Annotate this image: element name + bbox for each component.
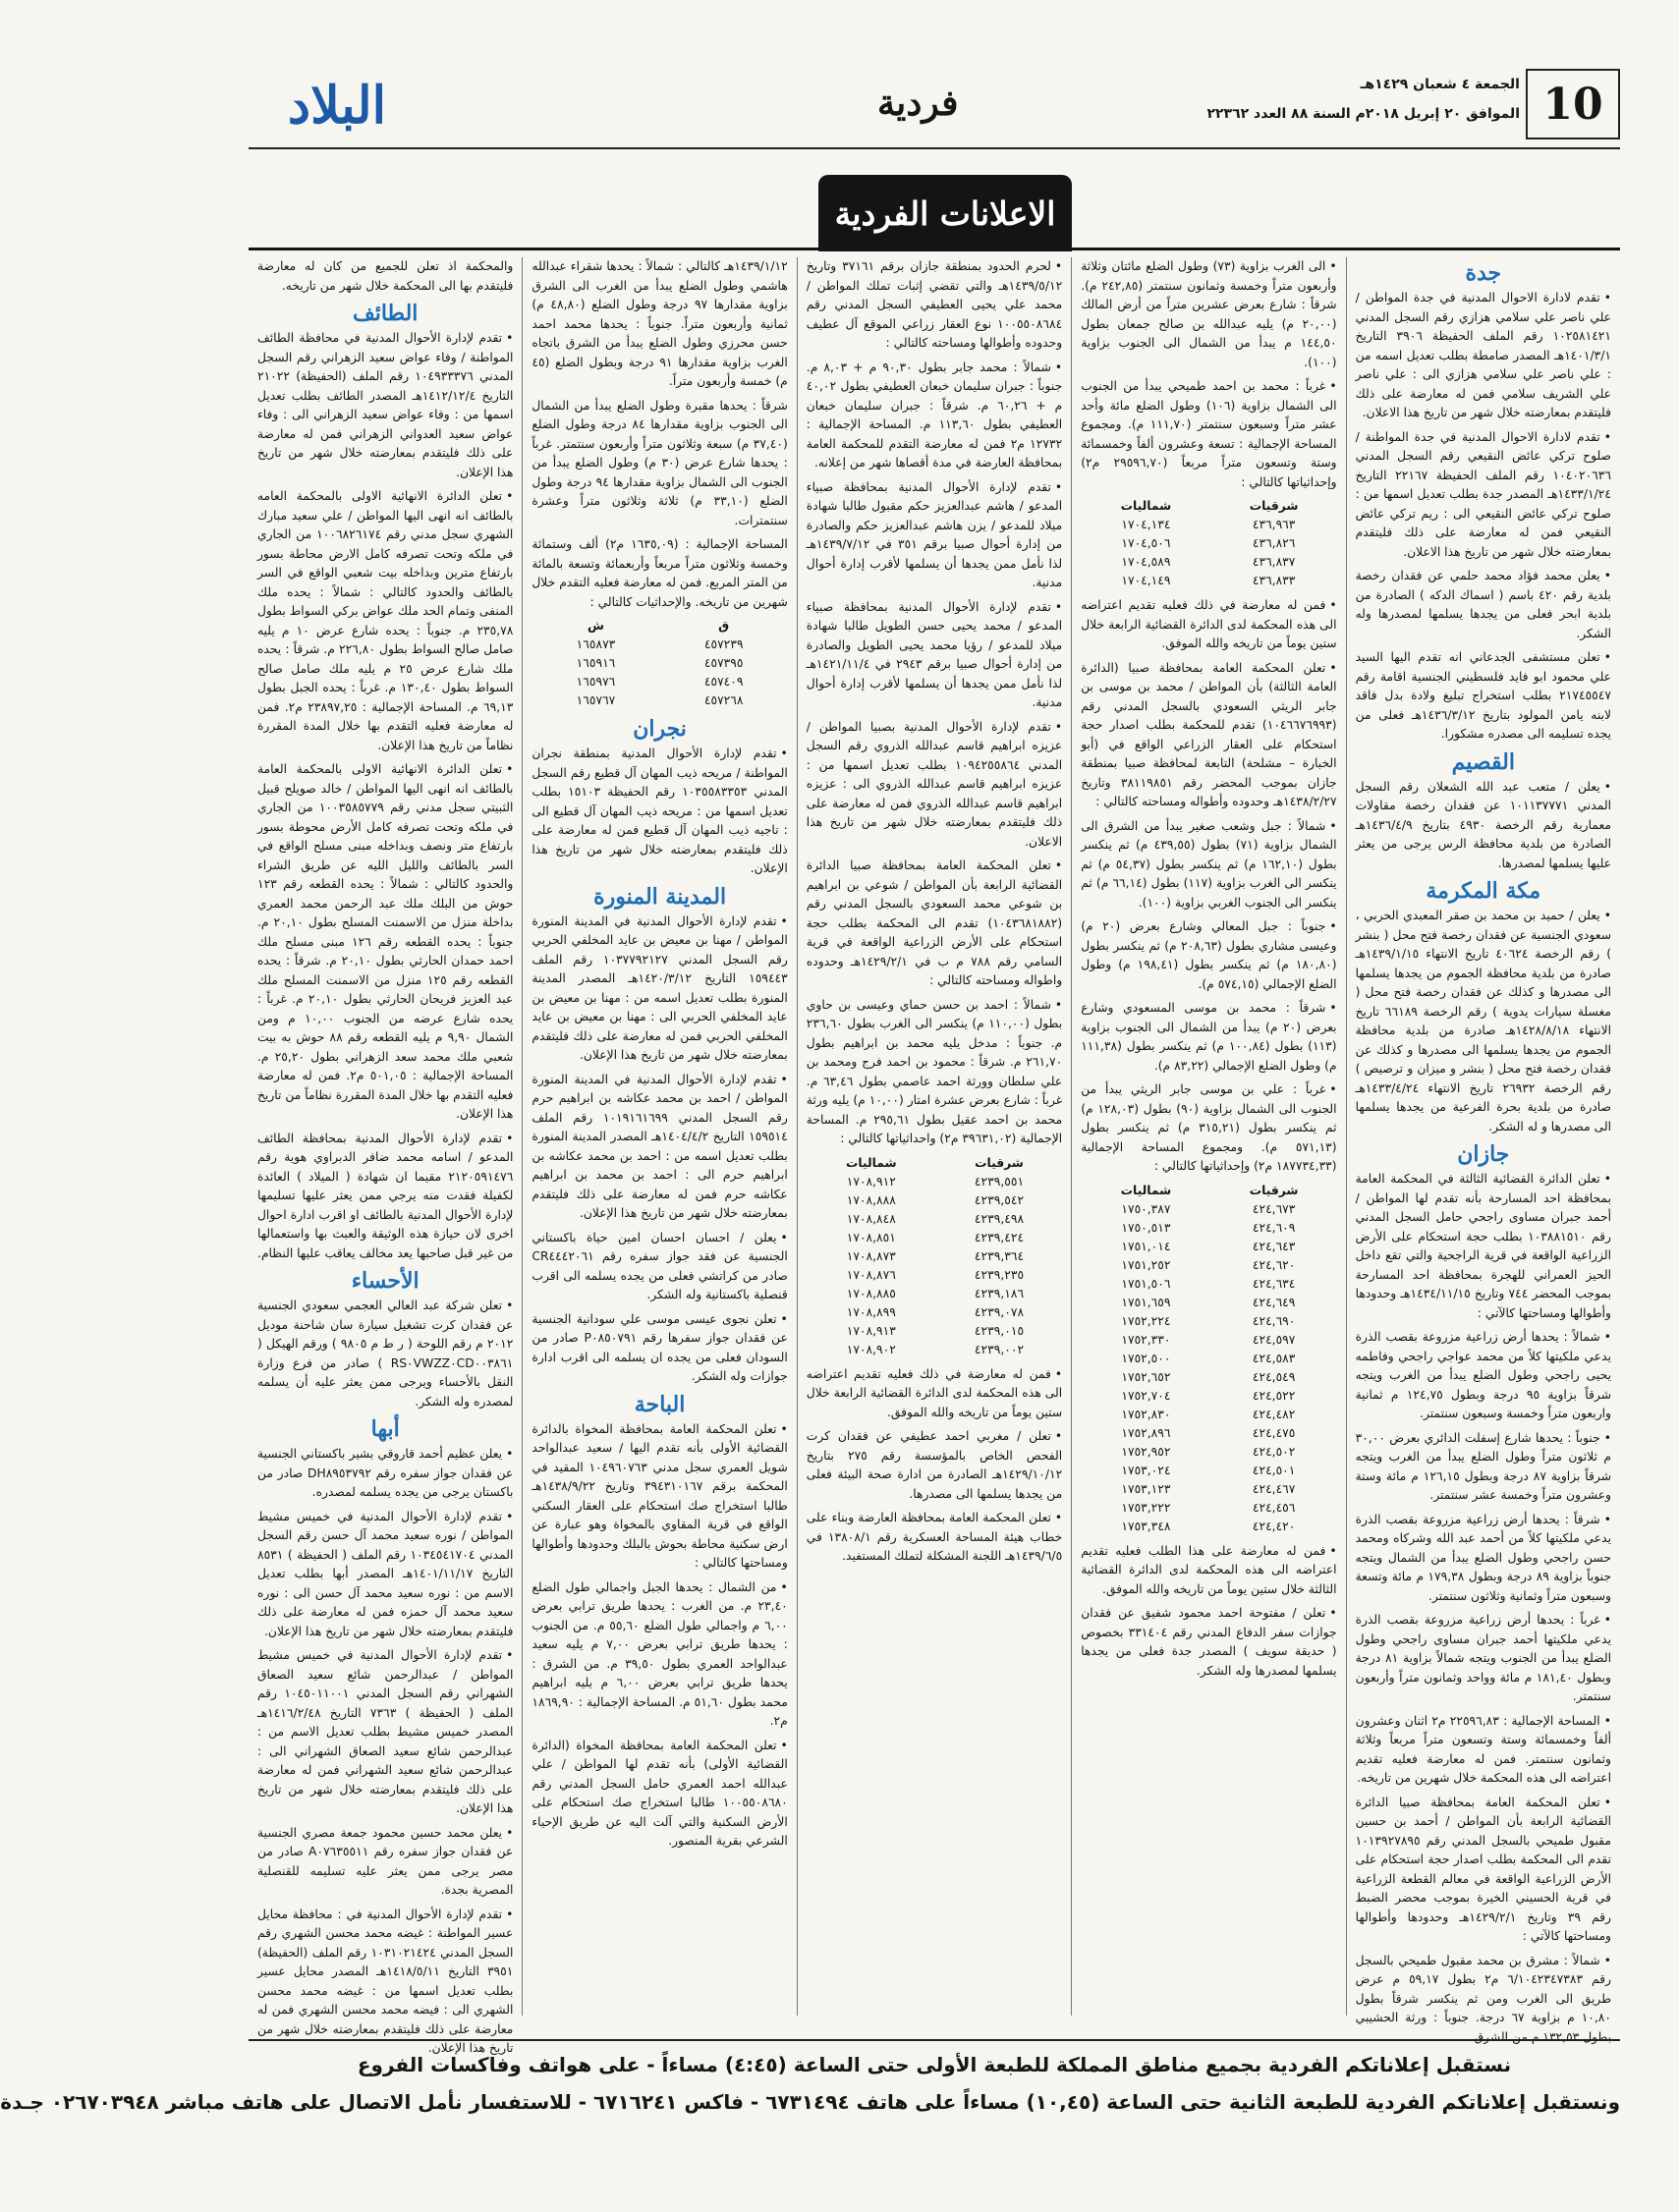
coordinates-cell: ٤٣٦,٨٢٦ xyxy=(1252,536,1296,550)
coordinates-cell: ٤٢٤,٤٧٥ xyxy=(1252,1425,1296,1440)
coordinates-cell: ١٧٥٠,٥١٣ xyxy=(1121,1220,1171,1235)
coordinates-cell: ١٧٥٢,٥٠٠ xyxy=(1121,1351,1171,1365)
coordinates-row xyxy=(807,1210,1062,1229)
classified-notice: • تقدم لإدارة الأحوال المدنية في خميس مشيط المواطن / عبدالرحمن شائع سعيد الصعاق الشهراني رقم السجل المدني ١٠٤٥٠١١٠٠١ رقم الملف ( الحفيظة ) ٧٣٦٣ التاريخ ١٤١٦/٢/٤٨هـ المصدر خميس مشيط بطلب تعديل الاسم من : عبدالرحمن شائع سعيد الصعاق الشهراني الى : عبدالرحمن شائع سعيد الشهراني فمن له معارضة على ذلك فليتقدم بمعارضته خلال شهر من تاريخ هذا الإعلان. xyxy=(257,1646,513,1819)
coordinates-cell: ٤٢٤,٦٤٣ xyxy=(1252,1239,1296,1253)
city-heading: الطائف xyxy=(352,301,419,326)
classified-notice: • تعلن الدائرة الانهائية الاولى بالمحكمة العامه بالطائف انه انهى اليها المواطن / علي سعيد مبارك الشهري سجل مدني رقم ١٠٠٦٨٢٦١٧٤ من الجاري في ملكه وتحت تصرفه كامل الارض محاطة بسور بارتفاع مترين وبداخله بيت شعبي الواقع في السر بالطائف والحدود كالتالي : شمالاً : يحده ملك المنفى وتمام الحد ملك عواض بركي السواط بطول ٢٣٥,٧٨ م. جنوباً : يحده شارع عرض ١٠ م يليه صامل صالح السواط بطول ٢٢٦,٨٠ م. شرقاً : يحده ملك شارع عرض ٢٥ م يليه ملك صامل صالح السواط بطول ١٣٠,٤٠ م. غرباً : يحده الجبل بطول ٦٩,١٣ م. المساحة الإجمالية : ٢٣٨٩٧,٢٥ م٢. فمن له معارضة فعليه التقدم بها خلال المدة المقررة نظاماً من تاريخ هذا الإعلان. xyxy=(257,487,513,755)
coordinates-table xyxy=(1081,497,1336,590)
coordinates-cell: ٤٢٣٩,٣٦٤ xyxy=(974,1248,1025,1263)
classified-notice: • تقدم لإدارة الأحوال المدنية بمحافظة صبياء المدعو / هاشم عبدالعزيز حكم مقبول طالبا شهادة ميلاد للمدعو / يزن هاشم عبدالعزيز حكم والصادرة من إدارة أحوال صبيا برقم ٣٥١ في ١٤٣٩/٧/١٢هـ لذا نأمل ممن يجدها أن يسلمها لأقرب إدارة أحوال مدنية. xyxy=(807,478,1062,593)
coordinates-cell: ١٧٥٢,٢٢٤ xyxy=(1121,1313,1171,1328)
classified-notice: ١٤٣٩/١/١٢هـ كالتالي : شمالاً : يحدها شقراء عبدالله هاشمي وطول الضلع يبدأ من الغرب الى الشرق بزاوية مقدارها ٩٧ درجة وطول الضلع (٤٨,٨٠ م) ثمانية وأربعون متراً. جنوباً : يحدها محمد احمد حسن محرزي وطول الضلع يبدأ من الشرق باتجاه الغرب بزاوية مقدارها ٩١ درجة وبطول الضلع (٤٥ م) خمسة وأربعون متراً. xyxy=(532,259,788,388)
classified-notice: • غرباً : علي بن موسى جابر الريثي يبدأ من الجنوب الى الشمال بزاوية (٩٠) بطول (١٢٨,٠٣ م) ثم ينكسر بطول (٣١٥,٢١ م) ثم ينكسر بطول (٥٧١,١٣ م). ومجموع المساحة الإجمالية (١٨٧٧٣٤,٣٣ م٢) وإحداثياتها كالتالي : xyxy=(1081,1080,1336,1177)
coordinates-cell: ١٧٠٨,٨٨٨ xyxy=(846,1192,896,1207)
coordinates-row xyxy=(807,1173,1062,1191)
coordinates-row xyxy=(807,1247,1062,1266)
coordinates-cell: ٤٢٤,٥٢٢ xyxy=(1252,1388,1296,1403)
coordinates-row xyxy=(532,673,787,691)
coordinates-row xyxy=(807,1266,1062,1285)
coordinates-row xyxy=(1081,1312,1336,1331)
coordinates-cell: ١٧٥١,٥٠٦ xyxy=(1121,1276,1171,1291)
classified-notice: • جنوباً : يحدها شارع إسفلت الدائري بعرض ٣٠,٠٠ م ثلاثون متراً وطول الضلع يبدأ من الغرب ويتجه شرقاً بزاوية ٨٧ درجة وبطول ١٢٦,١٥ م مائة وستة وعشرون متراً وخمسة عشر سنتمتر. xyxy=(1356,1429,1611,1506)
coordinates-cell: ٤٥٧٣٩٥ xyxy=(703,656,744,670)
coordinates-row xyxy=(1081,1238,1336,1256)
column-1 xyxy=(1346,257,1620,2044)
coordinates-header-cell: شماليات xyxy=(846,1155,897,1170)
coordinates-cell: ٤٥٧٤٠٩ xyxy=(703,675,744,689)
classified-notice: • غرباً : محمد بن احمد طميحي يبدأ من الجنوب الى الشمال بزاوية (١٠٦) وطول الضلع مائة وأحد عشر متراً وسبعون سنتمتر (١١١,٧٠ م). ومجموع المساحة الإجمالية : تسعة وعشرون ألفاً وخمسمائة وستة وتسعون متراً مربعاً (٢٩٥٩٦,٧٠ م٢) وإحداثياتها كالتالي : xyxy=(1081,377,1336,492)
coordinates-row xyxy=(1081,1499,1336,1518)
coordinates-cell: ١٧٥٣,٠٢٤ xyxy=(1121,1463,1171,1477)
classified-notice: • تقدم لإدارة الأحوال المدنية في المدينة المنورة المواطن / مهنا بن معيض بن عايد المخلفي الحربي رقم السجل المدني ١٠٣٧٧٩٢١٢٧ رقم الملف ١٥٩٤٤٣ التاريخ ١٤٢٠/٣/١٢هـ المصدر المدينة المنورة بطلب تعديل اسمه من : مهنا بن معيض بن عايد المخلفي الحربي الى : مهنا بن معيض بن عايد المخلفي الحربي فمن له معارضة على ذلك فليتقدم بمعارضته خلال شهر من تاريخ هذا الإعلان. xyxy=(532,912,787,1066)
classified-notice: والمحكمة اذ تعلن للجميع من كان له معارضة فليتقدم بها الى المحكمة خلال شهر من تاريخه. xyxy=(256,259,514,293)
classified-notice: • فمن له معارضة في ذلك فعليه تقديم اعتراضه الى هذه المحكمة لدى الدائرة القضائية الرابعة خلال ستين يوماً من تاريخه والله الموفق. xyxy=(807,1365,1062,1423)
coordinates-cell: ٤٣٦,٨٣٣ xyxy=(1252,574,1296,587)
coordinates-cell: ٤٥٧٢٣٩ xyxy=(703,637,744,651)
coordinates-cell: ١٦٥٩٧٦ xyxy=(576,675,616,689)
coordinates-row xyxy=(532,691,787,710)
classified-notice: • تعلن المحكمة العامة بمحافظة صبيا الدائرة القضائية الرابعة بأن المواطن / أحمد بن حسين مقبول طميحي بالسجل المدني رقم ١٠١٣٩٢٧٨٩٥ تقدم الى المحكمة بطلب اصدار حجة استحكام على الأرض الزراعية الواقعة في معالم القطعة الزراعية في قرية الحسيني الخيرة بموجب محضر الضبط رقم ٣٩ وتاريخ ١٤٢٩/٢/١هـ وحدودها وأطوالها ومساحتها كالآتي : xyxy=(1356,1794,1611,1947)
coordinates-row xyxy=(1081,1518,1336,1536)
classified-notice: • تقدم لإدارة الأحوال المدنية بمحافظة الطائف المدعو / اسامه محمد ضافر الدبراوي هوية رقم ٢١٢٠٥٩١٤٧٦ مقيما ان شهادة ( الميلاد ) العائدة لكفيلة فقدت منه يرجي ممن يعثر عليها تسليمها لإدارة الأحوال المدنية بالطائف او اقرب ادارة احوال اخرى لان حيازة هذه الوثيقة والعبث بها واستعمالها من غير قبل صاحبها يعد مخالف يعاقب عليها النظام. xyxy=(257,1130,513,1264)
footer-divider xyxy=(249,2039,1620,2041)
classified-notice: • تقدم لإدارة الأحوال المدنية بمحافظة صبياء المدعو / محمد يحيى حسن الطويل طالبا شهادة ميلاد للمدعو / رؤيا محمد يحيى الطويل والصادرة من إدارة أحوال صبيا برقم ٢٩٤٣ في ١٤٢١/١١/٤هـ لذا نأمل ممن يجدها أن يسلمها لأقرب إدارة أحوال مدنية. xyxy=(807,598,1062,713)
coordinates-cell: ١٧٥٠,٣٨٧ xyxy=(1121,1201,1171,1216)
coordinates-row xyxy=(1081,516,1336,534)
issue-line: الموافق ٢٠ إبريل ٢٠١٨م السنة ٨٨ العدد ٢٢٣٦٢ xyxy=(1206,106,1520,122)
coordinates-cell: ٤٢٣٩,٠٧٨ xyxy=(974,1304,1025,1319)
classified-notice: • تعلن شركة عبد العالي العجمي سعودي الجنسية عن فقدان كرت تشغيل سيارة سان شاحنة موديل ٢٠١٢ م رقم اللوحة ( ر ط م ٩٨٠٥ ) ورقم الهيكل ( RS٠VWZZ٠CD٠٠٣٨٦١ ) صادر من فرع وزارة النقل بالأحساء ويرجى ممن يعثر عليه أن يسلمه لمصدره وله الشكر. xyxy=(257,1297,513,1411)
coordinates-cell: ٤٣٦,٨٣٧ xyxy=(1252,555,1296,569)
coordinates-row xyxy=(1081,572,1336,590)
coordinates-table xyxy=(532,617,787,710)
coordinates-cell: ١٧٥٣,٣٤٨ xyxy=(1121,1519,1171,1533)
coordinates-header-cell: شماليات xyxy=(1120,499,1172,513)
coordinates-cell: ٤٢٣٩,٥٤٢ xyxy=(974,1192,1025,1207)
section-title: فردية xyxy=(877,83,959,124)
city-heading: الباحة xyxy=(634,1391,686,1417)
classified-notice: • يعلن عظيم أحمد قاروقي بشير باكستاني الجنسية عن فقدان جواز سفره رقم DH٨٩٥٣٧٩٢ صادر من باكستان يرجى من يجده يسلمه لمصدره. xyxy=(257,1445,513,1503)
coordinates-row xyxy=(532,636,787,654)
city-heading: أبها xyxy=(370,1416,400,1442)
coordinates-cell: ٤٢٤,٥٩٧ xyxy=(1252,1332,1296,1347)
newspaper-logo: البلاد xyxy=(287,75,387,136)
coordinates-row xyxy=(1081,1424,1336,1443)
classified-notice: • يعلن / حميد بن محمد بن صقر المعبدي الحربي ، سعودي الجنسية عن فقدان رخصة فتح محل ( بنشر ) رقم الرخصة ٤٠٦٢٤ تاريخ الانتهاء ١٤٣٩/١/١٥هـ صادرة من بلدية محافظة الجموم من يجدها يسلمها الى مصدرها و كذلك عن فقدان رخصة فتح محل ( مغسلة سيارات يدوية ) رقم الرخصة ٦٦١٨٩ تاريخ الانتهاء ١٤٢٨/٨/١٨هـ صادرة من بلدية محافظة الجموم من يجدها يسلمها الى مصدرها و كذلك عن فقدان رخصة فتح محل ( بنشر و ميزان و ترصيص ) رقم الرخصة ٢٦٩٣٢ تاريخ الانتهاء ١٤٣٣/٤/٢٤هـ صادرة من بلدية بحرة الفرعية من يجدها يسلمها الى مصدرها و له الشكر. xyxy=(1356,907,1611,1136)
classified-notice: • شمالاً : يحدها أرض زراعية مزروعة بقصب الذرة يدعي ملكيتها كلاً من محمد عواجي راجحي وفاطمه يحيى راجحي وطول الضلع يبدأ من الغرب ويتجه شرقاً بزاوية ٩٥ درجة وبطول ١٢٤,٧٥ م ثمانية واربعون متراً وخمسة وسبعون سنتمتر. xyxy=(1356,1328,1611,1424)
classified-notice: • تقدم لادارة الاحوال المدنية في جدة المواطنة / صلوح تركي عائض النقيعي رقم السجل المدني ١٠٤٠٢٠٦٣٦ رقم الملف الحفيظة ٢٢١٦٧ التاريخ ١٤٣٣/١/٢٤هـ المصدر جدة بطلب تعديل اسمها من : صلوح تركي عائض النقيعي الى : ريم تركي عائض النقيعي فمن له معارضة على ذلك فليتقدم بمعارضته خلال شهر من تاريخ هذا الاعلان. xyxy=(1356,428,1611,563)
classified-notice: • تعلن / مغربي احمد عطيفي عن فقدان كرت الفحص الخاص بالمؤسسة رقم ٢٧٥ بتاريخ ١٤٢٩/١٠/١٢هـ الصادرة من ادارة صحة البيئة فعلى من يجدها يسلمها الى مصدرها. xyxy=(807,1427,1062,1504)
coordinates-header-cell: ش xyxy=(587,619,604,633)
coordinates-row xyxy=(532,654,787,673)
coordinates-cell: ٤٢٣٩,١٨٦ xyxy=(974,1286,1025,1300)
footer-first-edition-note: نستقبل إعلاناتكم الفردية بجميع مناطق المملكة للطبعة الأولى حتى الساعة (٤:٤٥) مساءاً - على هواتف وفاكسات الفروع xyxy=(357,2053,1512,2076)
coordinates-header-cell: شرقيات xyxy=(1249,1183,1299,1197)
coordinates-cell: ١٦٥٧٦٧ xyxy=(576,693,616,707)
masthead xyxy=(249,69,1620,149)
city-heading: المدينة المنورة xyxy=(593,883,727,910)
coordinates-cell: ٤٢٣٩,٢٣٥ xyxy=(974,1267,1025,1282)
coordinates-cell: ٤٢٣٩,٠١٥ xyxy=(974,1323,1025,1338)
classified-notice: • فمن له معارضة على هذا الطلب فعليه تقديم اعتراضه الى هذه المحكمة لدى الدائرة القضائية الثالثة خلال ستين يوماً من تاريخه والله الموفق. xyxy=(1081,1542,1336,1600)
coordinates-cell: ٤٢٤,٥٠٢ xyxy=(1252,1444,1296,1459)
coordinates-table xyxy=(807,1154,1062,1359)
classified-notice: • تقدم لإدارة الأحوال المدنية في : محافظة محايل عسير المواطنة : غيضه محمد محسن الشهري رقم السجل المدني ١٠٣١٠٢١٤٢٤ رقم الملف (الحفيظة) ٣٩٥١ التاريخ ١٤١٨/٥/١١هـ المصدر محايل عسير بطلب تعديل اسمها من : غيضه محمد محسن الشهري الى : فيضه محمد محسن الشهري فمن له معارضة على ذلك فليتقدم بمعارضته خلال شهر من تاريخ هذا الإعلان. xyxy=(257,1906,513,2059)
city-heading: جازان xyxy=(1457,1141,1510,1167)
coordinates-row xyxy=(1081,1406,1336,1424)
coordinates-row xyxy=(1081,553,1336,572)
coordinates-cell: ١٧٥٣,١٢٣ xyxy=(1121,1481,1171,1496)
coordinates-cell: ١٧٥٣,٢٢٢ xyxy=(1121,1500,1171,1515)
coordinates-cell: ٤٢٣٩,٠٠٢ xyxy=(974,1342,1025,1356)
coordinates-header-row xyxy=(532,617,787,636)
classified-notice: • تعلن / مفتوحة احمد محمود شفيق عن فقدان جوازات سفر الدفاع المدني رقم ٣٣١٤٠٤ بخصوص ( حديقة سويف ) المصدر جدة فعلى من يجدها يسلمها لمصدرها وله الشكر. xyxy=(1081,1604,1336,1681)
classified-notice: • من الشمال : يحدها الجبل واجمالي طول الضلع ٢٣,٤٠ م. من الغرب : يحدها طريق ترابي بعرض ٦,٠٠ م واجمالي طول الضلع ٥٥,٦٠ م. من الجنوب : يحدها طريق ترابي بعرض ٧,٠٠ م يليه سعيد عبدالواحد العمري بطول ٣٩,٥٠ م. من الشرق : يحدها طريق ترابي بعرض ٦,٠٠ م يليه ابراهيم محمد بطول ٥١,٦٠ م. المساحة الإجمالية : ١٨٦٩,٩٠ م٢. xyxy=(532,1578,787,1732)
classifieds-columns xyxy=(249,257,1620,2055)
coordinates-cell: ١٦٥٩١٦ xyxy=(576,656,616,670)
coordinates-cell: ١٧٥١,٢٥٢ xyxy=(1121,1257,1171,1272)
coordinates-cell: ٤٣٦,٩٦٣ xyxy=(1252,518,1296,531)
classifieds-banner: الاعلانات الفردية xyxy=(818,175,1072,251)
coordinates-cell: ١٧٠٨,٨٥١ xyxy=(846,1230,896,1244)
coordinates-cell: ٤٢٣٩,٤٢٤ xyxy=(974,1230,1025,1244)
coordinates-row xyxy=(1081,534,1336,553)
coordinates-header-cell: ق xyxy=(718,619,730,633)
coordinates-cell: ٤٢٣٩,٤٩٨ xyxy=(974,1211,1025,1226)
coordinates-row xyxy=(1081,1256,1336,1275)
coordinates-row xyxy=(807,1341,1062,1359)
coordinates-cell: ٤٢٤,٦٩٠ xyxy=(1252,1313,1296,1328)
coordinates-cell: ١٧٠٤,١٤٩ xyxy=(1121,574,1171,587)
date-line: الجمعة ٤ شعبان ١٤٢٩هـ xyxy=(1360,77,1520,92)
classified-notice: • تعلن المحكمة العامة بمحافظة المخواة (الدائرة القضائية الأولى) بأنه تقدم لها المواطن / علي عبدالله احمد العمري حامل السجل المدني رقم ١٠٠٥٥٠٨٦٨٠ طالبا استخراج صك استحكام على الأرض السكنية والتي آلت اليه عن طريق الإحياء الشرعي بقرية المنصور. xyxy=(532,1737,787,1852)
city-heading: جدة xyxy=(1465,260,1502,286)
coordinates-cell: ٤٢٤,٦٢٠ xyxy=(1252,1257,1296,1272)
coordinates-cell: ١٧٠٤,٥٨٩ xyxy=(1121,555,1171,569)
coordinates-cell: ١٧٠٨,٩١٣ xyxy=(846,1323,896,1338)
coordinates-row xyxy=(1081,1200,1336,1219)
classified-notice: • شمالاً : مشرق بن محمد مقبول طميحي بالسجل رقم ٦/١٠٤٢٣٤٧٣٨٣ م٢ بطول ٥٩,١٧ م عرض طريق الى الغرب ومن ثم ينكسر شرقاً بطول ١٠,٨٠ م بزاوية ٦٧ درجة. جنوباً : ورثة الحشيبي بطول ١٣٢,٥٣ م من الشرق. xyxy=(1356,1952,1611,2048)
coordinates-cell: ٤٢٤,٤٢٠ xyxy=(1252,1519,1296,1533)
coordinates-cell: ٤٢٤,٥٨٣ xyxy=(1252,1351,1296,1365)
coordinates-cell: ١٧٠٨,٨٧٣ xyxy=(846,1248,896,1263)
column-4 xyxy=(522,257,796,2016)
classified-notice: • تعلن الدائرة الانهائية الاولى بالمحكمة العامة بالطائف انه انهى اليها المواطن / خالد صويلح قبيل الثبيتي سجل مدني رقم ١٠٠٣٥٨٥٧٧٩ من الجاري في ملكه وتحت تصرفه كامل الأرض محوطة بسور بارتفاع متر ونصف وبداخله مبنى مسلح الواقع في السر بالطائف والليل الليه عن طريق الشراء والحدود كالتالي : شمالاً : يحده القطعه رقم ١٢٣ حوش من البلك ملك عبد الرحمن محمد العمري بداخلة منزل من الاسمنت المسلح بطول ٢٠,١٠ م. جنوباً : يحده القطعه رقم ١٢٦ مبنى مسلح ملك احمد حمدان الحارثي بطول ٢٠,١٠ م. شرقاً : يحده القطعه رقم ١٢٥ منزل من الاسمنت المسلح ملك عبد العزيز فريحان الحارثي بطول ٢٠,١٠ م. غرباً : يحده شارع عرضه من الجنوب ١٠,٠٠ م ومن الشمال ٩,٩٠ م يليه القطعه رقم ٨٨ حوش به بيت شعبي ملك محمد سعد الزهراني بطول ٢٥,٢٠ م. المساحة الإجمالية : ٥٠١,٠٥ م٢. فمن له معارضة فعليه التقدم بها خلال المدة المقررة نظاماً من تاريخ هذا الإعلان. xyxy=(257,760,513,1125)
coordinates-cell: ١٧٥٢,٦٥٢ xyxy=(1121,1369,1171,1384)
classified-notice: المساحة الإجمالية : (١٦٣٥,٠٩ م٢) ألف وستمائة وخمسة وثلاثون متراً مربعاً وأربعمائة وتسعة بالمائة من المتر المربع. فمن له معارضة فعليه التقدم خلال شهرين من تاريخه. والإحداثيات كالتالي : xyxy=(532,537,788,609)
coordinates-cell: ١٧٠٨,٩١٢ xyxy=(846,1174,896,1189)
classified-notice: • شرقاً : يحدها أرض زراعية مزروعة بقصب الذرة يدعي ملكيتها كلاً من أحمد عبد الله وشركاه ومحمد حسن راجحي وطول الضلع يبدأ من الشمال ويتجه جنوباً بزاوية ٨٩ درجة وبطول ١٧٩,٣٨ م مائة وتسعة وسبعون متراً وثمانية وثلاثون سنتمتر. xyxy=(1356,1511,1611,1607)
coordinates-table xyxy=(1081,1182,1336,1536)
classified-notice: • تقدم لادارة الاحوال المدنية في جدة المواطن / علي ناصر علي سلامي هزازي رقم السجل المدني ١٠٢٥٨١٤٢١ رقم الملف الحفيظة ٣٩٠٦ التاريخ ١٤٠١/٣/١هـ المصدر صامطة بطلب تعديل اسمه من : علي ناصر علي سلامي هزازي الى : علي ناصر علي الشريف سلامي فمن له معارضة على ذلك فليتقدم بمعارضته خلال شهر من تاريخ هذا الاعلان. xyxy=(1356,289,1611,423)
classified-notice: • يعلن محمد حسين محمود جمعة مصري الجنسية عن فقدان جواز سفره رقم A٠٧٦٣٥٥١١ صادر من مصر يرجى ممن يعثر عليه تسليمه للقنصلية المصرية بجدة. xyxy=(257,1824,513,1901)
coordinates-row xyxy=(1081,1331,1336,1350)
column-5 xyxy=(249,257,522,2055)
coordinates-cell: ١٧٠٨,٨٤٨ xyxy=(846,1211,896,1226)
page-number: 10 xyxy=(1526,69,1620,139)
coordinates-header-cell: شرقيات xyxy=(975,1155,1024,1170)
coordinates-cell: ١٧٥٢,٨٣٠ xyxy=(1121,1407,1171,1421)
coordinates-cell: ١٧٥٢,٣٣٠ xyxy=(1121,1332,1171,1347)
classified-notice: • لحرم الحدود بمنطقة جازان برقم ٣٧١٦١ وتاريخ ١٤٣٩/٥/١٢هـ والتي تقضي إثبات تملك المواطن / محمد علي يحيى العطيفي السجل المدني رقم ١٠٠٥٥٠٨٦٨٤ نوع العقار زراعي الموقع آل عطيف وحدوده وأطوالها ومساحته كالتالي : xyxy=(807,257,1062,354)
classified-notice: • تعلن المحكمة العامة بمحافظة صبيا (الدائرة العامة الثالثة) بأن المواطن / محمد بن موسى بن جابر الريثي السعودي بالسجل المدني رقم (١٠٤٦٦٧٦٩٩٣) تقدم للمحكمة بطلب اصدار حجة استحكام على العقار الزراعي الواقع في (أبو الخبارة – مشلحة) التابعة لمحافظة صبيا بمنطقة جازان بموجب المحضر رقم ٣٨١١٩٨٥١ وتاريخ ١٤٣٨/٢/٢٧هـ وحدوده وأطواله ومساحته كالتالي : xyxy=(1081,659,1336,812)
coordinates-cell: ١٧٠٤,١٣٤ xyxy=(1121,518,1171,531)
coordinates-row xyxy=(807,1322,1062,1341)
coordinates-cell: ٤٢٤,٦٧٣ xyxy=(1252,1201,1296,1216)
classified-notice: شرقاً : يحدها مقبرة وطول الضلع يبدأ من الشمال الى الجنوب بزاوية مقدارها ٨٤ درجة وطول الضلع (٣٧,٤٠ م) سبعة وثلاثون متراً وأربعون سنتمتر. غرباً : يحدها شارع عرض (٣٠ م) وطول الضلع يبدأ من الجنوب الى الشمال بزاوية مقدارها ٩٤ درجة وطول الضلع (٣٣,١٠ م) ثلاثة وثلاثون متراً وعشرة سنتمترات. xyxy=(532,398,788,527)
city-heading: الأحساء xyxy=(351,1268,420,1294)
coordinates-cell: ١٧٥٢,٨٩٦ xyxy=(1121,1425,1171,1440)
coordinates-row xyxy=(807,1303,1062,1322)
coordinates-cell: ١٧٥١,٦٥٩ xyxy=(1121,1295,1171,1309)
coordinates-header-row xyxy=(807,1154,1062,1173)
coordinates-cell: ١٧٠٨,٨٨٥ xyxy=(846,1286,896,1300)
classified-notice: • تقدم لإدارة الأحوال المدنية في خميس مشيط المواطن / نوره سعيد محمد آل حسن رقم السجل المدني ١٠٣٤٥٤١٧٠٤ رقم الملف ( الحفيظة ) ٨٥٣١ التاريخ ١٤٠١/١١/١٧هـ المصدر أبها بطلب تعديل الاسم من : نوره سعيد محمد آل حسن الى : نوره سعيد محمد آل حمزه فمن له معارضة على ذلك فليتقدم بمعارضته خلال شهر من تاريخ هذا الإعلان. xyxy=(257,1508,513,1642)
classified-notice: • جنوباً : جبل المعالي وشارع بعرض (٢٠ م) وعيسى مشاري بطول (٢٠٨,٦٣ م) ثم ينكسر بطول (١٨٠,٨٠ م) ثم ينكسر بطول (١٩٨,٤١ م) وطول الضلع الإجمالي (٥٧٤,١٥ م). xyxy=(1081,917,1336,994)
coordinates-row xyxy=(1081,1480,1336,1499)
coordinates-row xyxy=(1081,1294,1336,1312)
coordinates-cell: ١٧٥٢,٩٥٢ xyxy=(1121,1444,1171,1459)
coordinates-cell: ٤٢٤,٤٨٢ xyxy=(1252,1407,1296,1421)
coordinates-row xyxy=(1081,1462,1336,1480)
coordinates-row xyxy=(1081,1368,1336,1387)
coordinates-header-row xyxy=(1081,497,1336,516)
coordinates-cell: ٤٢٤,٤٦٧ xyxy=(1252,1481,1296,1496)
classified-notice: • تعلن المحكمة العامة بمحافظة المخواة بالدائرة القضائية الأولى بأنه تقدم اليها / سعيد عبدالواحد شويل العمري سجل مدني ١٠٤٩٦٠٧٦٣ المقيد في المحكمة برقم ٣٩٤٣١٠١٦٧ وتاريخ ١٤٣٨/٩/٢٢هـ طالبا استخراج صك استحكام على العقار السكني الواقع في قرية المقاوي بالمخواة وهو عبارة عن ارض سكنية محاطة بحوش بالبلك وحدودها وأطوالها ومساحتها كالتالي : xyxy=(532,1420,787,1574)
classified-notice: • يعلن / احسان احسان امين حياة باكستاني الجنسية عن فقد جواز سفره رقم CR٤٤٤٢٠٦١ صادر من كراتشي فعلى من يجده يسلمه الى اقرب قنصلية باكستانية وله الشكر. xyxy=(532,1229,787,1305)
city-heading: القصيم xyxy=(1451,748,1515,775)
coordinates-row xyxy=(1081,1387,1336,1406)
coordinates-row xyxy=(807,1285,1062,1303)
classified-notice: • شمالاً : جبل وشعب صغير يبدأ من الشرق الى الشمال بزاوية (٧١) بطول (٤٣٩,٥٥ م) ثم ينكسر بطول (١٦٢,١٠ م) ثم ينكسر بطول (٥٤,٣٧ م) ثم ينكسر الى الغرب بزاوية (١١٧) بطول (٦٦,١٤ م) ثم ينكسر الى الجنوب الغربي بزاوية (١٠٠). xyxy=(1081,817,1336,913)
city-heading: مكة المكرمة xyxy=(1426,878,1541,904)
city-heading: نجران xyxy=(633,716,687,742)
classified-notice: • شرقاً : محمد بن موسى المسعودي وشارع بعرض (٢٠ م) يبدأ من الشمال الى الجنوب بزاوية (١١٣) بطول (١٠٠,٨٤ م) ثم ينكسر بطول (١١١,٣٨ م) وطول الضلع الإجمالي (٨٣,٢٢ م). xyxy=(1081,999,1336,1076)
classified-notice: • تعلن نجوى عيسى موسى علي سودانية الجنسية عن فقدان جواز سفرها رقم P٠٨٥٠٧٩١ صادر من السودان فعلى من يجده ان يسلمه الى اقرب ادارة جوازات وله الشكر. xyxy=(532,1310,787,1387)
coordinates-cell: ٤٢٤,٦٤٩ xyxy=(1252,1295,1296,1309)
coordinates-cell: ٤٢٣٩,٥٥١ xyxy=(974,1174,1025,1189)
classified-notice: • تقدم لإدارة الأحوال المدنية بصبيا المواطن / عزيزه ابراهيم قاسم عبدالله الذروي رقم السجل المدني ١٠٩٤٢٥٥٨٦٤ بطلب تعديل اسمها من : عزيزه ابراهيم قاسم عبدالله الذروي الى : عزيزه ابراهيم قاسم عبدالله الذروي فمن له معارضة على ذلك فليتقدم بمعارضته خلال شهر من تاريخ هذا الاعلان. xyxy=(807,718,1062,853)
classified-notice: • تقدم لإدارة الأحوال المدنية بمنطقة نجران المواطنة / مريحه ذيب المهان آل قطيع رقم السجل المدني ١٠٣٥٥٨٣٣٥٣ رقم الحفيظة ١٥١٠٣ بطلب تعديل اسمها من : مريحه ذيب المهان آل قطيع الى : تاجيه ذيب المهان آل قطيع فمن له معارضة على ذلك فليتقدم بمعارضته خلال شهر من تاريخ هذا الإعلان. xyxy=(532,745,787,879)
coordinates-cell: ٤٢٤,٥٠١ xyxy=(1252,1463,1296,1477)
coordinates-cell: ٤٥٧٢٦٨ xyxy=(703,693,744,707)
coordinates-row xyxy=(1081,1443,1336,1462)
classified-notice: • يعلن / متعب عبد الله الشعلان رقم السجل المدني ١٠١١٣٧٧٧١ عن فقدان رخصة مقاولات معمارية رقم الرخصة ٤٩٣٠ بتاريخ ١٤٣٦/٤/٩هـ الصادرة من بلدية محافظة الرس يرجى من يعثر عليها يسلمها لمصدرها. xyxy=(1356,778,1611,874)
classified-notice: • فمن له معارضة في ذلك فعليه تقديم اعتراضه الى هذه المحكمة لدى الدائرة القضائية الرابعة خلال ستين يوماً من تاريخه والله الموفق. xyxy=(1081,596,1336,654)
coordinates-row xyxy=(807,1191,1062,1210)
coordinates-header-cell: شماليات xyxy=(1120,1183,1172,1197)
coordinates-cell: ١٧٠٨,٨٩٩ xyxy=(846,1304,896,1319)
column-3 xyxy=(797,257,1071,2016)
classified-notice: • شمالاً : احمد بن حسن حماي وعيسى بن حاوي بطول (١١٠,٠٠ م) ينكسر الى الغرب بطول ٢٣٦,٦٠ م. جنوباً : مدخل يليه محمد بن ابراهيم بطول ٢٦١,٧٠ م. شرقاً : محمود بن احمد فرج ومحمد بن علي سلطان وورثة احمد عاصمي بطول ٦٣,٤٦ م. غرباً : شارع بعرض عشرة امتار (١٠,٠٠ م) يليه ورثة محمد بن احمد عقيل بطول ٢٩٥,٦١ م. المساحة الإجمالية (٣٩٦٣١,٠٢ م٢) واحداثياتها كالتالي : xyxy=(807,996,1062,1149)
classified-notice: • غرباً : يحدها أرض زراعية مزروعة بقصب الذرة يدعي ملكيتها أحمد جبران مساوى راجحي وطول الضلع يبدأ من الجنوب ويتجه شمالاً بزاوية ٨١ درجة وبطول ١٨١,٤٠ م مائة وواحد وثمانون متراً وأربعون سنتمتر. xyxy=(1356,1611,1611,1707)
banner-divider xyxy=(249,248,1620,250)
classified-notice: • تعلن المحكمة العامة بمحافظة العارضة وبناء على خطاب هيئة المساحة العسكرية رقم ١٣٨٠٨/١ في ١٤٣٩/٦/٥هـ اللجنة المشكلة لتملك المستفيد. xyxy=(807,1509,1062,1567)
coordinates-header-cell: شرقيات xyxy=(1249,499,1299,513)
coordinates-cell: ٤٢٤,٤٥٦ xyxy=(1252,1500,1296,1515)
classified-notice: • تعلن المحكمة العامة بمحافظة صبيا الدائرة القضائية الرابعة بأن المواطن / شوعي بن ابراهيم بن شوعي محمد السعودي بالسجل المدني رقم (١٠٤٣٦٨١٨٨٢) تقدم الى المحكمة بطلب حجة استحكام على الأرض الزراعية الواقعة في قرية السامي رقم ٧٨٨ م ب في ١٤٢٩/٢/١هـ وحدوده واطواله ومساحته كالتالي : xyxy=(807,857,1062,991)
coordinates-row xyxy=(1081,1275,1336,1294)
classified-notice: • الى الغرب بزاوية (٧٣) وطول الضلع مائتان وثلاثة وأربعون متراً وخمسة وثمانون سنتمتر (٢٤٢,٨٥ م). شرقاً : شارع بعرض عشرين متراً من أرض المالك (٢٠,٠٠ م) يليه عبدالله بن صالح جمعان بطول ١٤٤,٥٠ م يبدأ من الشمال الى الجنوب بزاوية (١٠٠). xyxy=(1081,257,1336,372)
coordinates-cell: ١٧٥٢,٧٠٤ xyxy=(1121,1388,1171,1403)
coordinates-cell: ١٧٠٨,٩٠٢ xyxy=(846,1342,896,1356)
coordinates-cell: ١٧٥١,٠١٤ xyxy=(1121,1239,1171,1253)
footer-second-edition-note: ونستقبل إعلاناتكم الفردية للطبعة الثانية حتى الساعة (١٠,٤٥) مساءاً على هاتف ٦٧٣١٤٩٤ - فاكس ٦٧١٦٢٤١ - للاستفسار نأمل الاتصال على هاتف مباشر ٠٢٦٧٠٣٩٤٨ جـدة xyxy=(0,2090,1620,2114)
coordinates-row xyxy=(1081,1219,1336,1238)
classified-notice: • تعلن الدائرة القضائية الثالثة في المحكمة العامة بمحافظة احد المسارحة بأنه تقدم لها المواطن / أحمد جبران مساوى راجحي حامل السجل المدني رقم ١٠٣٨٨١٥١٠ بطلب حجة استحكام على الأرض الزراعية الواقعة في قرية الراجحية والتي تقع داخل الحيز العمراني للهجرة بمحافظة احد المسارحة بموجب المحضر ٧٤٤ وتاريخ ١٤٣٤/١١/١٥هـ وحدودها وأطوالها ومساحتها كالآتي : xyxy=(1356,1170,1611,1323)
coordinates-row xyxy=(1081,1350,1336,1368)
coordinates-cell: ١٧٠٨,٨٧٦ xyxy=(846,1267,896,1282)
classified-notice: • تعلن مستشفى الجدعاني انه تقدم اليها السيد علي محمود ابو فايد فلسطيني الجنسية اقامة رقم ٢١٧٤٥٥٤٧ بطلب استخراج تبليغ ولادة بدل فاقد لابنه يامن المولود بتاريخ ١٤٣٦/٣/١٢هـ فعلى من يجده تسليمه الى مصدره مشكورا. xyxy=(1356,648,1611,745)
column-2 xyxy=(1071,257,1345,2016)
coordinates-cell: ٤٢٤,٦٠٩ xyxy=(1252,1220,1296,1235)
coordinates-cell: ١٧٠٤,٥٠٦ xyxy=(1121,536,1171,550)
coordinates-row xyxy=(807,1229,1062,1247)
coordinates-header-row xyxy=(1081,1182,1336,1200)
coordinates-cell: ٤٢٤,٦٣٤ xyxy=(1252,1276,1296,1291)
classified-notice: • تقدم لإدارة الأحوال المدنية في المدينة المنورة المواطن / احمد بن محمد عكاشه بن ابراهيم حرم رقم السجل المدني ١٠١٩١٦١٦٩٩ رقم الملف ١٥٩٥١٤ التاريخ ١٤٠٤/٤/٢هـ المصدر المدينة المنورة بطلب تعديل اسمه من : احمد بن محمد عكاشه بن ابراهيم حرم الى : احمد بن محمد بن ابراهيم عكاشه حرم فمن له معارضة على ذلك فليتقدم بمعارضته خلال شهر من تاريخ هذا الإعلان. xyxy=(532,1071,787,1224)
classified-notice: • شمالاً : محمد جابر بطول ٩٠,٣٠ م + ٨,٠٣ م. جنوباً : جبران سليمان خبعان العطيفي بطول ٤٠,٠٢ م + ٦٠,٢٦ م. شرقاً : جبران سليمان خبعان العطيفي بطول ١١٣,٦٠ م. المساحة الإجمالية : ١٢٧٣٢ م٢ فمن له معارضة التقدم للمحكمة العامة بمحافظة العارضة في مدة أقصاها شهر من إعلانه. xyxy=(807,359,1062,473)
coordinates-cell: ٤٢٤,٥٤٩ xyxy=(1252,1369,1296,1384)
classified-notice: • المساحة الإجمالية : ٢٢٥٩٦,٨٣ م٢ اثنان وعشرون ألفاً وخمسمائة وستة وتسعون متراً مربعاً وثلاثة وثمانون سنتمتر. فمن له معارضة فعليه تقديم اعتراضه الى هذه المحكمة خلال شهرين من تاريخه. xyxy=(1356,1712,1611,1789)
coordinates-cell: ١٦٥٨٧٣ xyxy=(576,637,616,651)
classified-notice: • يعلن محمد فؤاد محمد حلمي عن فقدان رخصة بلدية رقم ٤٢٠ باسم ( اسماك الدكه ) الصادرة من بلدية ابحر فعلى من يجدها يسلمها لمصدرها وله الشكر. xyxy=(1356,567,1611,643)
classified-notice: • تقدم لإدارة الأحوال المدنية في محافظة الطائف المواطنة / وفاء عواض سعيد الزهراني رقم السجل المدني ١٠٤٩٣٣٣٧٦ رقم الملف (الحفيظة) ٢١٠٢٢ التاريخ ١٤١٢/١٢/٤هـ المصدر الطائف بطلب تعديل اسمها من : وفاء عواض سعيد الزهراني الى : وفاء عواض سعيد العدواني الزهراني فمن له معارضة على ذلك فليتقدم بمعارضته خلال شهر من تاريخ هذا الإعلان. xyxy=(257,329,513,482)
